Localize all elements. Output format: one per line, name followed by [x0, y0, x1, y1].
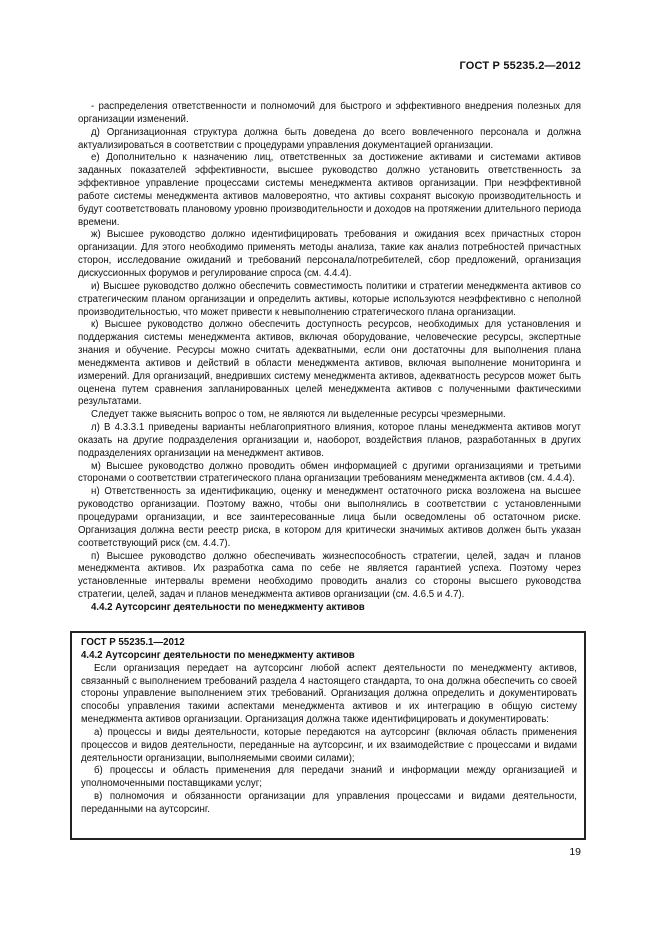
body-text — [78, 101, 581, 615]
section-title: 4.4.2 Аутсорсинг деятельности по менеджменту активов — [91, 601, 365, 613]
paragraph: д) Организационная структура должна быть доведена до всего вовлеченного персонала и должна актуализироваться в соответствии с процедурами управления документацией организации. — [78, 126, 581, 151]
paragraph: к) Высшее руководство должно обеспечить доступность ресурсов, необходимых для установления и поддержания системы менеджмента активов, включая оборудование, человеческие ресурсы, экспертные знания и обучение. Ресурсы можно считать адекватными, если они достаточны для выполнения плана менеджмента активов и действий в области менеджмента активов, включая выполнение мониторинга и измерений. Для организаций, внедривших систему менеджмента активов, адекватность ресурсов может быть оценена путем сравнения запланированных целей менеджмента активов с полученными фактическими результатами. — [78, 319, 581, 408]
paragraph: ж) Высшее руководство должно идентифицировать требования и ожидания всех причастных сторон организации. Для этого необходимо применять методы анализа, такие как анализ потребностей причастных сторон, исследование ожиданий и требований персонала/потребителей, сбор предложений, организация дискуссионных форумов и регулирование спроса (см. 4.4.4). — [78, 229, 581, 279]
paragraph: л) В 4.3.3.1 приведены варианты неблагоприятного влияния, которое планы менеджмента активов могут оказать на другие подразделения организации и, наоборот, воздействия планов, разработанных в других подразделениях организации на менеджмент активов. — [78, 422, 581, 459]
paragraph: - распределения ответственности и полномочий для быстрого и эффективного внедрения полезных для организации изменений. — [78, 101, 581, 125]
paragraph: е) Дополнительно к назначению лиц, ответственных за достижение активами и системами активов заданных показателей эффективности, высшее руководство должно установить ответственность за эффективное управление процессами системы менеджмента активов организации. При неэффективной работе системы менеджмента активов маловероятно, что активы сохранят высокую производительность и будут соответствовать плановому уровню производительности и доходов на протяжении длительного периода времени. — [78, 152, 581, 228]
quoted-standard-box — [70, 631, 586, 840]
document-code: ГОСТ Р 55235.2—2012 — [459, 60, 581, 72]
quote-standard-code: ГОСТ Р 55235.1—2012 — [81, 637, 185, 648]
paragraph: п) Высшее руководство должно обеспечивать жизнеспособность стратегии, целей, задач и планов менеджмента активов. Их разработка сама по себе не является гарантией успеха. Поэтому через установленные интервалы времени необходимо проводить анализ со стороны высшего руководства стратегии, целей, задач и планов менеджмента активов организации (см. 4.6.5 и 4.7). — [78, 550, 581, 601]
page-number: 19 — [569, 846, 581, 858]
quote-section-title: 4.4.2 Аутсорсинг деятельности по менеджменту активов — [81, 649, 355, 661]
paragraph: м) Высшее руководство должно проводить обмен информацией с другими организациями и третьими сторонами о соответствии стратегического плана организации требованиям менеджмента активов (см. 4.4.4). — [78, 460, 581, 485]
quote-paragraph: а) процессы и виды деятельности, которые передаются на аутсорсинг (включая область применения процессов и видов деятельности, переданные на аутсорсинг, и их взаимодействие с процессами и видами деятельности организации, выполняемыми своими силами); — [81, 726, 577, 764]
quote-paragraph: в) полномочия и обязанности организации для управления процессами и видами деятельности, переданными на аутсорсинг. — [81, 791, 577, 815]
quote-paragraph: Если организация передает на аутсорсинг любой аспект деятельности по менеджменту активов, связанный с выполнением требований раздела 4 настоящего стандарта, то она должна обеспечить со своей стороны управление выполнением этих требований. Организация должна определить и документировать способы управления такими аспектами менеджмента активов и их интеграцию в общую систему менеджмента активов организации. Организация должна также идентифицировать и документировать: — [81, 662, 577, 726]
quote-paragraph: б) процессы и область применения для передачи знаний и информации между организацией и уполномоченными поставщиками услуг; — [81, 765, 577, 790]
paragraph: и) Высшее руководство должно обеспечить совместимость политики и стратегии менеджмента активов со стратегическим планом организации и определить активы, которые используются неэффективно с неполной производительностью, что может привести к невыполнению стратегического плана организации. — [78, 280, 581, 318]
paragraph: н) Ответственность за идентификацию, оценку и менеджмент остаточного риска возложена на высшее руководство организации. Поэтому важно, чтобы они выполнялись в соответствии с установленными процедурами организации, и все заинтересованные лица были осведомлены об остаточном риске. Организация должна вести реестр риска, в котором для критически значимых активов должен быть указан соответствующий риск (см. 4.4.7). — [78, 486, 581, 549]
paragraph: Следует также выяснить вопрос о том, не являются ли выделенные ресурсы чрезмерными. — [91, 409, 506, 421]
